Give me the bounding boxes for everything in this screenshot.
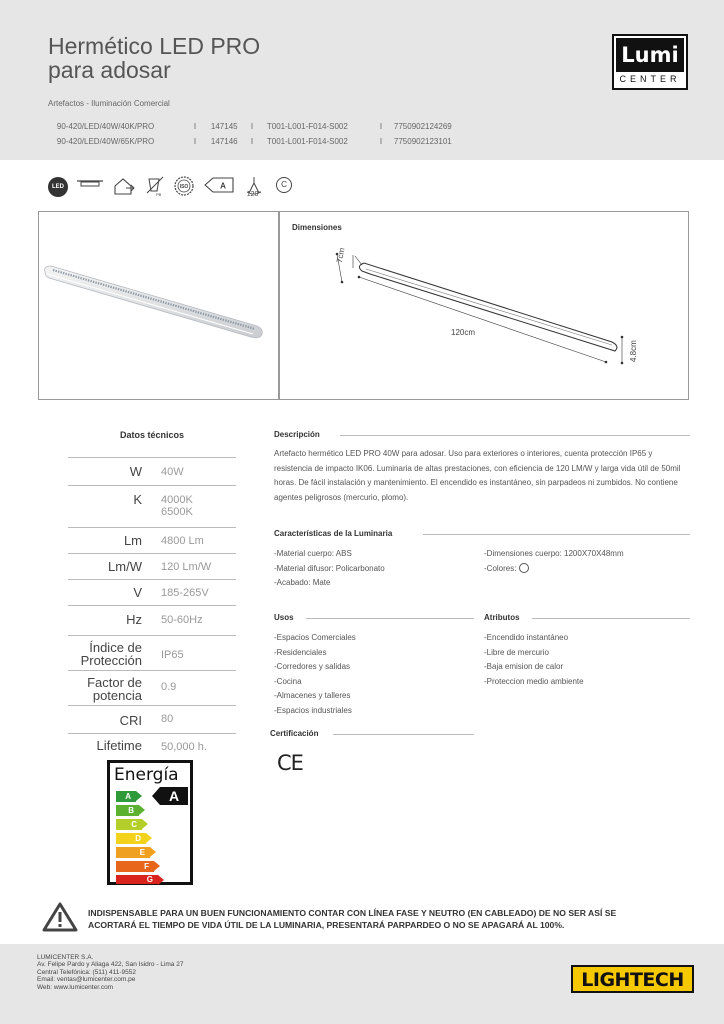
tech-row-lmw	[68, 553, 236, 579]
usos-list	[274, 631, 356, 718]
phone-line: Central Telefónica: (511) 411-9552	[37, 968, 137, 976]
width-label: 4.8cm	[629, 340, 638, 362]
tech-key: Lm	[123, 533, 142, 548]
certification-icon	[173, 175, 195, 197]
ean-code: 7750902123101	[393, 137, 452, 146]
tech-value: 50-60Hz	[161, 614, 203, 626]
list-item: -Espacios industriales	[274, 705, 352, 715]
energy-bar-b: B	[116, 805, 139, 816]
tech-key: Factor de	[87, 675, 142, 690]
tech-row-cri	[68, 705, 236, 733]
separator: I	[193, 137, 197, 146]
address-line: Av. Felipe Pardo y Aliaga 422, San Isidro - Lima 27	[37, 961, 184, 969]
energy-class: A	[160, 787, 188, 805]
logo-text-bottom: CENTER	[619, 74, 681, 84]
tech-row-hz	[68, 605, 236, 635]
tech-data-title: Datos técnicos	[119, 430, 185, 440]
company-name: LUMICENTER S.A.	[37, 954, 94, 961]
atributos-list	[484, 631, 584, 689]
tech-key: potencia	[92, 688, 142, 703]
tech-row-k	[68, 485, 236, 527]
caracteristicas-left	[274, 547, 385, 591]
dimensions-drawing	[280, 212, 688, 399]
tech-value: 185-265V	[161, 587, 209, 599]
tech-value: 80	[161, 713, 174, 725]
list-item: -Corredores y salidas	[274, 662, 351, 671]
tech-value: 0.9	[161, 681, 177, 693]
energy-a-icon	[203, 175, 235, 195]
logo-text-top: Lumi	[616, 38, 684, 72]
email-line: Email: ventas@lumicenter.com.pe	[37, 976, 136, 984]
warning-line: ACORTARÁ EL TIEMPO DE VIDA ÚTIL DE LA LUMINARIA, PRESENTARÁ PARPARDEO O NO SE APAGARÁ AL 100%.	[88, 919, 565, 930]
energy-bar-g: G	[116, 875, 158, 884]
section-divider	[333, 734, 474, 735]
svg-text:ISO: ISO	[179, 184, 189, 190]
svg-text:PB: PB	[156, 192, 162, 197]
caracteristicas-title: Características de la Luminaria	[274, 529, 393, 538]
tech-value: 6500K	[161, 506, 193, 518]
tech-key: V	[133, 585, 142, 600]
model-code: 90-420/LED/40W/65K/PRO	[56, 137, 155, 146]
product-image-panel	[38, 211, 279, 400]
dimensions-panel	[279, 211, 689, 400]
page-title	[48, 34, 260, 82]
item-id: 147146	[210, 137, 238, 146]
model-code: 90-420/LED/40W/40K/PRO	[56, 122, 155, 131]
tech-key: Protección	[80, 653, 142, 668]
class-c-icon: C	[276, 177, 292, 193]
section-divider	[306, 618, 474, 619]
tech-row-ip	[68, 635, 236, 670]
energy-bar-f: F	[116, 861, 154, 872]
ean-code: 7750902124269	[393, 122, 452, 131]
colors-item	[484, 562, 624, 577]
energy-letter: A	[220, 181, 226, 191]
tech-key: Lm/W	[108, 559, 142, 574]
energy-bar-a: A	[116, 791, 136, 802]
descripcion-title: Descripción	[274, 430, 320, 439]
lumicenter-logo	[612, 34, 688, 90]
beam-angle-label: 120°	[246, 191, 262, 198]
certificacion-title: Certificación	[270, 729, 319, 738]
atributos-title: Atributos	[484, 613, 520, 622]
tech-row-lm	[68, 527, 236, 553]
tech-key: Índice de	[89, 640, 142, 655]
list-item: -Colores:	[484, 563, 517, 573]
list-item: -Residenciales	[274, 647, 327, 657]
title-line-1: Hermético LED PRO	[48, 33, 261, 59]
tech-key: Hz	[126, 612, 142, 627]
ce-mark: CE	[277, 751, 303, 775]
tech-row-pf	[68, 670, 236, 705]
tech-value: IP65	[161, 649, 184, 661]
list-item: -Cocina	[274, 676, 302, 686]
tech-value: 4000K	[161, 494, 193, 506]
height-label: 7cm	[335, 247, 347, 264]
tech-value: 40W	[161, 466, 184, 478]
list-item: -Dimensiones cuerpo: 1200X70X48mm	[484, 549, 624, 558]
reference-code: T001-L001-F014-S002	[266, 137, 348, 146]
separator: I	[250, 137, 254, 146]
feature-icons	[48, 175, 308, 205]
separator: I	[379, 122, 383, 131]
footer	[0, 944, 724, 1024]
led-badge-icon: LED	[48, 177, 68, 197]
list-item: -Material cuerpo: ABS	[274, 549, 352, 558]
lightech-logo	[571, 965, 694, 993]
no-hazard-icon	[145, 175, 165, 197]
tech-key: K	[133, 492, 142, 507]
separator: I	[250, 122, 254, 131]
lightech-logo-text: LIGHTECH	[581, 969, 684, 991]
section-divider	[340, 435, 690, 436]
energy-label	[107, 760, 193, 885]
section-divider	[532, 618, 690, 619]
tech-row-lifetime	[68, 733, 236, 757]
tech-value: 4800 Lm	[161, 535, 204, 547]
title-line-2: para adosar	[48, 57, 171, 83]
tech-row-w	[68, 457, 236, 485]
separator: I	[379, 137, 383, 146]
tech-key: Lifetime	[96, 738, 142, 753]
beam-angle-icon	[241, 175, 267, 203]
list-item: -Material difusor: Policarbonato	[274, 563, 385, 573]
list-item: -Acabado: Mate	[274, 578, 331, 587]
tech-value: 120 Lm/W	[161, 561, 212, 573]
item-id: 147145	[210, 122, 238, 131]
company-address	[37, 954, 183, 991]
section-divider	[423, 534, 690, 535]
tech-key: W	[129, 464, 142, 479]
category-label: Artefactos - Iluminación Comercial	[48, 99, 170, 108]
list-item: -Proteccion medio ambiente	[484, 676, 584, 686]
length-label: 120cm	[451, 328, 476, 337]
energy-bar-c: C	[116, 819, 142, 830]
warning-line: INDISPENSABLE PARA UN BUEN FUNCIONAMIENTO CONTAR CON LÍNEA FASE Y NEUTRO (EN CABLEADO) DE NO SER ASÍ SE	[88, 908, 617, 918]
warning-text	[88, 908, 698, 931]
list-item: -Baja emision de calor	[484, 662, 564, 671]
indoor-outdoor-icon	[112, 175, 136, 197]
tech-value: 50,000 h.	[161, 741, 207, 753]
list-item: -Libre de mercurio	[484, 647, 549, 657]
energy-title: Energía	[114, 765, 179, 785]
energy-bar-d: D	[116, 833, 146, 844]
separator: I	[193, 122, 197, 131]
reference-code: T001-L001-F014-S002	[266, 122, 348, 131]
list-item: -Encendido instantáneo	[484, 633, 569, 642]
header	[0, 0, 724, 160]
energy-bar-e: E	[116, 847, 150, 858]
caracteristicas-right	[484, 547, 624, 576]
tech-row-v	[68, 579, 236, 605]
color-swatch-white	[519, 563, 529, 573]
product-image	[39, 212, 278, 399]
usos-title: Usos	[274, 613, 294, 622]
web-line: Web: www.lumicenter.com	[37, 983, 114, 991]
list-item: -Espacios Comerciales	[274, 633, 356, 642]
descripcion-text: Artefacto hermético LED PRO 40W para adosar. Uso para exteriores o interiores, cuenta protección IP65 y resistencia de impacto IK06. Luminaria de altas prestaciones, con eficiencia de 120 LM/W y larga vida útil de 50mil horas. De fácil instalación y mantenimiento. El encendido es instantáneo, sin parpadeos ni zumbidos. No contiene agentes peligrosos (mercurio, plomo).	[274, 449, 681, 502]
surface-mount-icon	[75, 175, 105, 195]
dimensions-title: Dimensiones	[292, 223, 342, 232]
product-code-row	[48, 128, 452, 155]
list-item: -Almacenes y talleres	[274, 691, 351, 700]
tech-key: CRI	[119, 713, 142, 728]
warning-icon	[42, 902, 78, 932]
